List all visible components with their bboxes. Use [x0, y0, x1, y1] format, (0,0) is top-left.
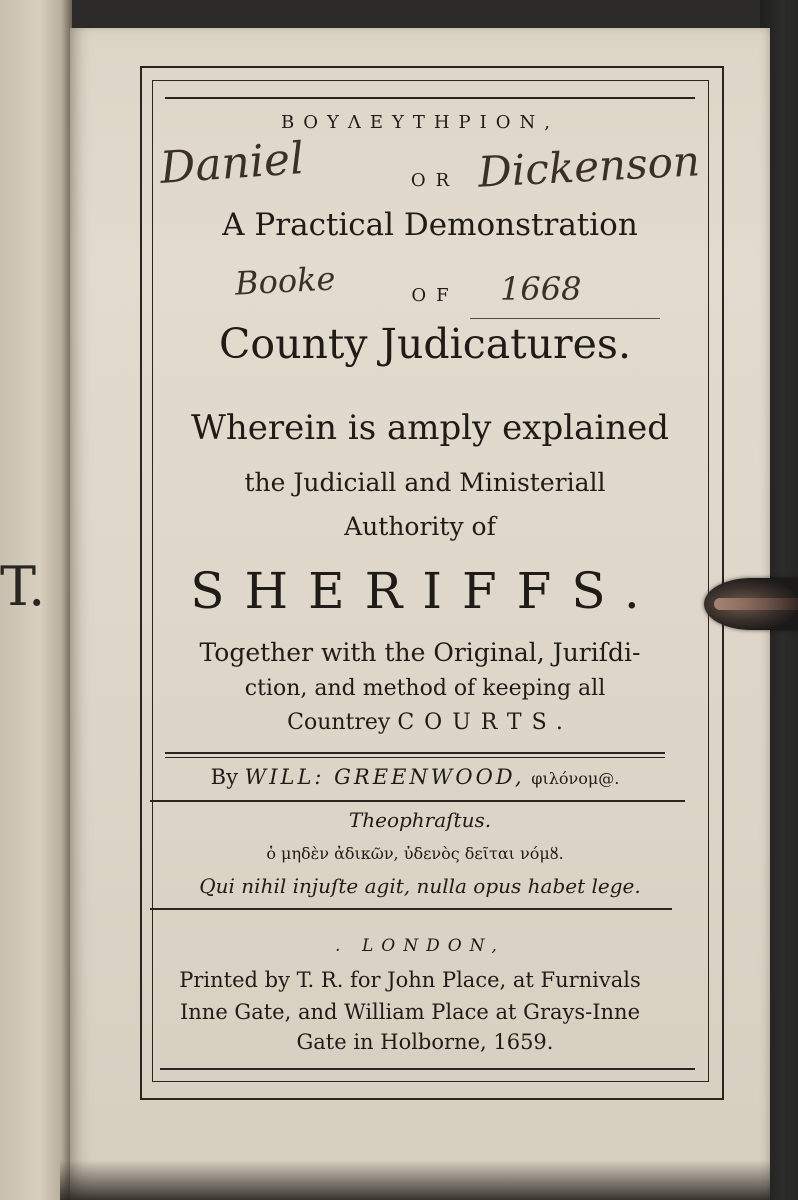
together-line-3: [200, 710, 660, 735]
note-year: 1668: [500, 270, 582, 308]
quote-author: Theophraſtus.: [348, 808, 492, 832]
bottom-rule: [160, 1068, 695, 1070]
page-bottom-shadow: [60, 1160, 770, 1200]
subtitle-practical-demonstration: A Practical Demonstration: [222, 207, 638, 243]
together-line-2: ction, and method of keeping all: [244, 676, 606, 701]
rule-above-author: [165, 752, 665, 754]
word-or: OR: [410, 170, 460, 191]
author-greek: φιλόνομ@.: [531, 769, 620, 788]
quote-latin: Qui nihil injuſte agit, nulla opus habet lege.: [199, 874, 641, 898]
greek-title: ΒΟΥΛΕΥΤΗΡΙΟΝ,: [280, 112, 560, 133]
signature-daniel: Daniel: [158, 133, 306, 194]
note-booke: Booke: [234, 259, 337, 303]
facing-page-text: T.: [0, 555, 46, 618]
judicial-line: the Judiciall and Ministeriall: [244, 468, 606, 497]
imprint-line-1: Printed by T. R. for John Place, at Furnivals: [179, 968, 641, 992]
together-line-1: Together with the Original, Juriſdi-: [199, 638, 641, 667]
imprint-line-2: Inne Gate, and William Place at Grays-Inne: [179, 1000, 641, 1024]
author-name: WILL: GREENWOOD,: [244, 765, 525, 789]
signature-dickenson: Dickenson: [476, 136, 702, 197]
quote-greek: ὁ μηδὲν ἀδικῶν, ὐδενὸς δεῖται νόμȣ.: [266, 844, 564, 863]
bookmark-ribbon: [704, 578, 798, 630]
courts-word: COURTS.: [397, 710, 573, 735]
facing-page: [0, 0, 72, 1200]
imprint-line-3: Gate in Holborne, 1659.: [296, 1030, 554, 1054]
word-of: OF: [411, 285, 459, 306]
author-line: [165, 765, 665, 789]
top-rule: [165, 97, 695, 99]
rule-above-author-thin: [165, 757, 665, 758]
rule-above-imprint: [150, 908, 672, 910]
author-prefix: By: [210, 765, 238, 789]
authority-line: Authority of: [344, 512, 496, 541]
imprint-city: . LONDON,: [335, 936, 505, 956]
wherein-line: Wherein is amply explained: [190, 408, 670, 448]
sheriffs-heading: SHERIFFS.: [190, 562, 660, 620]
countrey-word: Countrey: [287, 710, 391, 735]
note-underline: [470, 318, 660, 319]
rule-below-author: [150, 800, 685, 802]
county-judicatures: County Judicatures.: [219, 320, 631, 368]
